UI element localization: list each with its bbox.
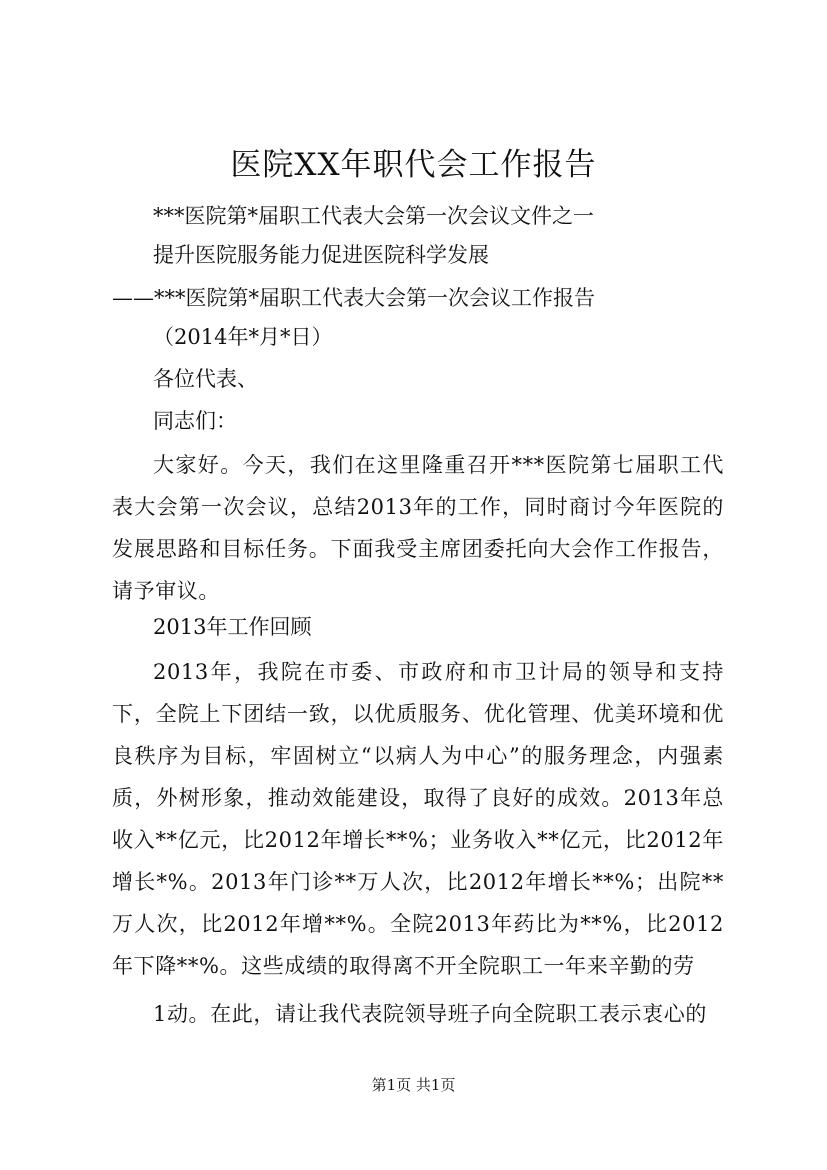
- report-subtitle-line: ——***医院第*届职工代表大会第一次会议工作报告: [112, 286, 595, 310]
- body-paragraph-intro: 大家好。今天，我们在这里隆重召开***医院第七届职工代表大会第一次会议，总结2013年的工作，同时商讨今年医院的发展思路和目标任务。下面我受主席团委托向大会作工作报告，请予审议。: [112, 453, 724, 603]
- body-paragraph-review: 2013年，我院在市委、市政府和市卫计局的领导和支持下，全院上下团结一致，以优质服务、优化管理、优美环境和优良秩序为目标，牢固树立“以病人为中心”的服务理念，内强素质，外树形象，推动效能建设，取得了良好的成效。2013年总收入**亿元，比2012年增长**%；业务收入**亿元，比2012年增长*%。2013年门诊**万人次，比2012年增长**%；出院**万人次，比2012年增**%。全院2013年药比为**%，比2012年下降**%。这些成绩的取得离不开全院职工一年来辛勤的劳: [112, 660, 724, 978]
- document-subtitle-line: ***医院第*届职工代表大会第一次会议文件之一: [153, 204, 594, 228]
- report-date-line: （2014年*月*日）: [153, 325, 333, 349]
- report-title-line: 提升医院服务能力促进医院科学发展: [153, 243, 489, 267]
- page-footer: 第1页 共1页: [371, 1076, 456, 1094]
- salutation-line: 各位代表、: [153, 367, 258, 391]
- salutation-line-2: 同志们：: [153, 409, 237, 433]
- section-heading: 2013年工作回顾: [153, 615, 312, 639]
- document-title: 医院XX年职代会工作报告: [230, 147, 597, 183]
- body-paragraph-thanks: 1动。在此，请让我代表院领导班子向全院职工表示衷心的: [153, 1002, 707, 1026]
